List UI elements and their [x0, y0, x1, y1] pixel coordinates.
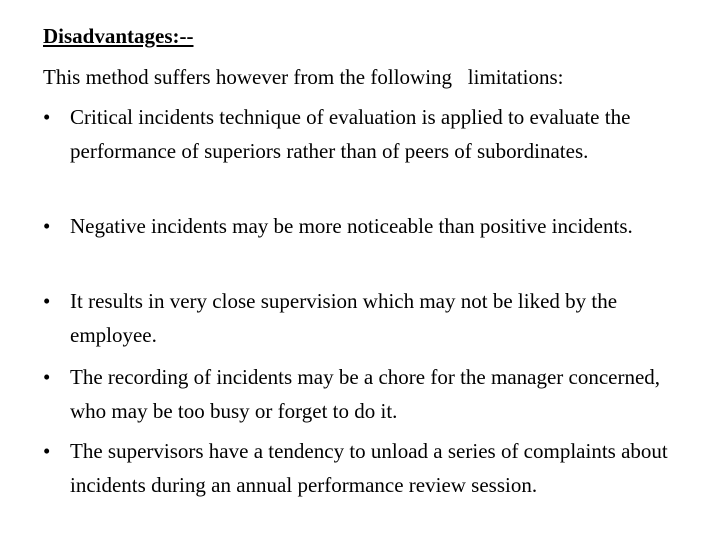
bullet-dot-icon: • [43, 105, 51, 129]
bullet-text: Critical incidents technique of evaluation is applied to evaluate the performance of superiors rather than of peers of subordinates. [70, 105, 631, 163]
bullet-item [43, 100, 683, 168]
bullet-item [43, 209, 683, 243]
bullet-dot-icon: • [43, 439, 51, 463]
bullet-dot-icon: • [43, 365, 51, 389]
bullet-item [43, 284, 683, 352]
slide-heading: Disadvantages:-- [43, 24, 194, 48]
bullet-text: The supervisors have a tendency to unload a series of complaints about incidents during an annual performance review session. [70, 439, 668, 497]
bullet-text: It results in very close supervision which may not be liked by the employee. [70, 289, 618, 347]
bullet-dot-icon: • [43, 289, 51, 313]
bullet-item [43, 360, 683, 428]
bullet-text: The recording of incidents may be a chore for the manager concerned, who may be too busy or forget to do it. [70, 365, 661, 423]
intro-text: This method suffers however from the following limitations: [43, 65, 564, 89]
bullet-text: Negative incidents may be more noticeable than positive incidents. [70, 214, 633, 238]
bullet-dot-icon: • [43, 214, 51, 238]
bullet-item [43, 434, 683, 502]
